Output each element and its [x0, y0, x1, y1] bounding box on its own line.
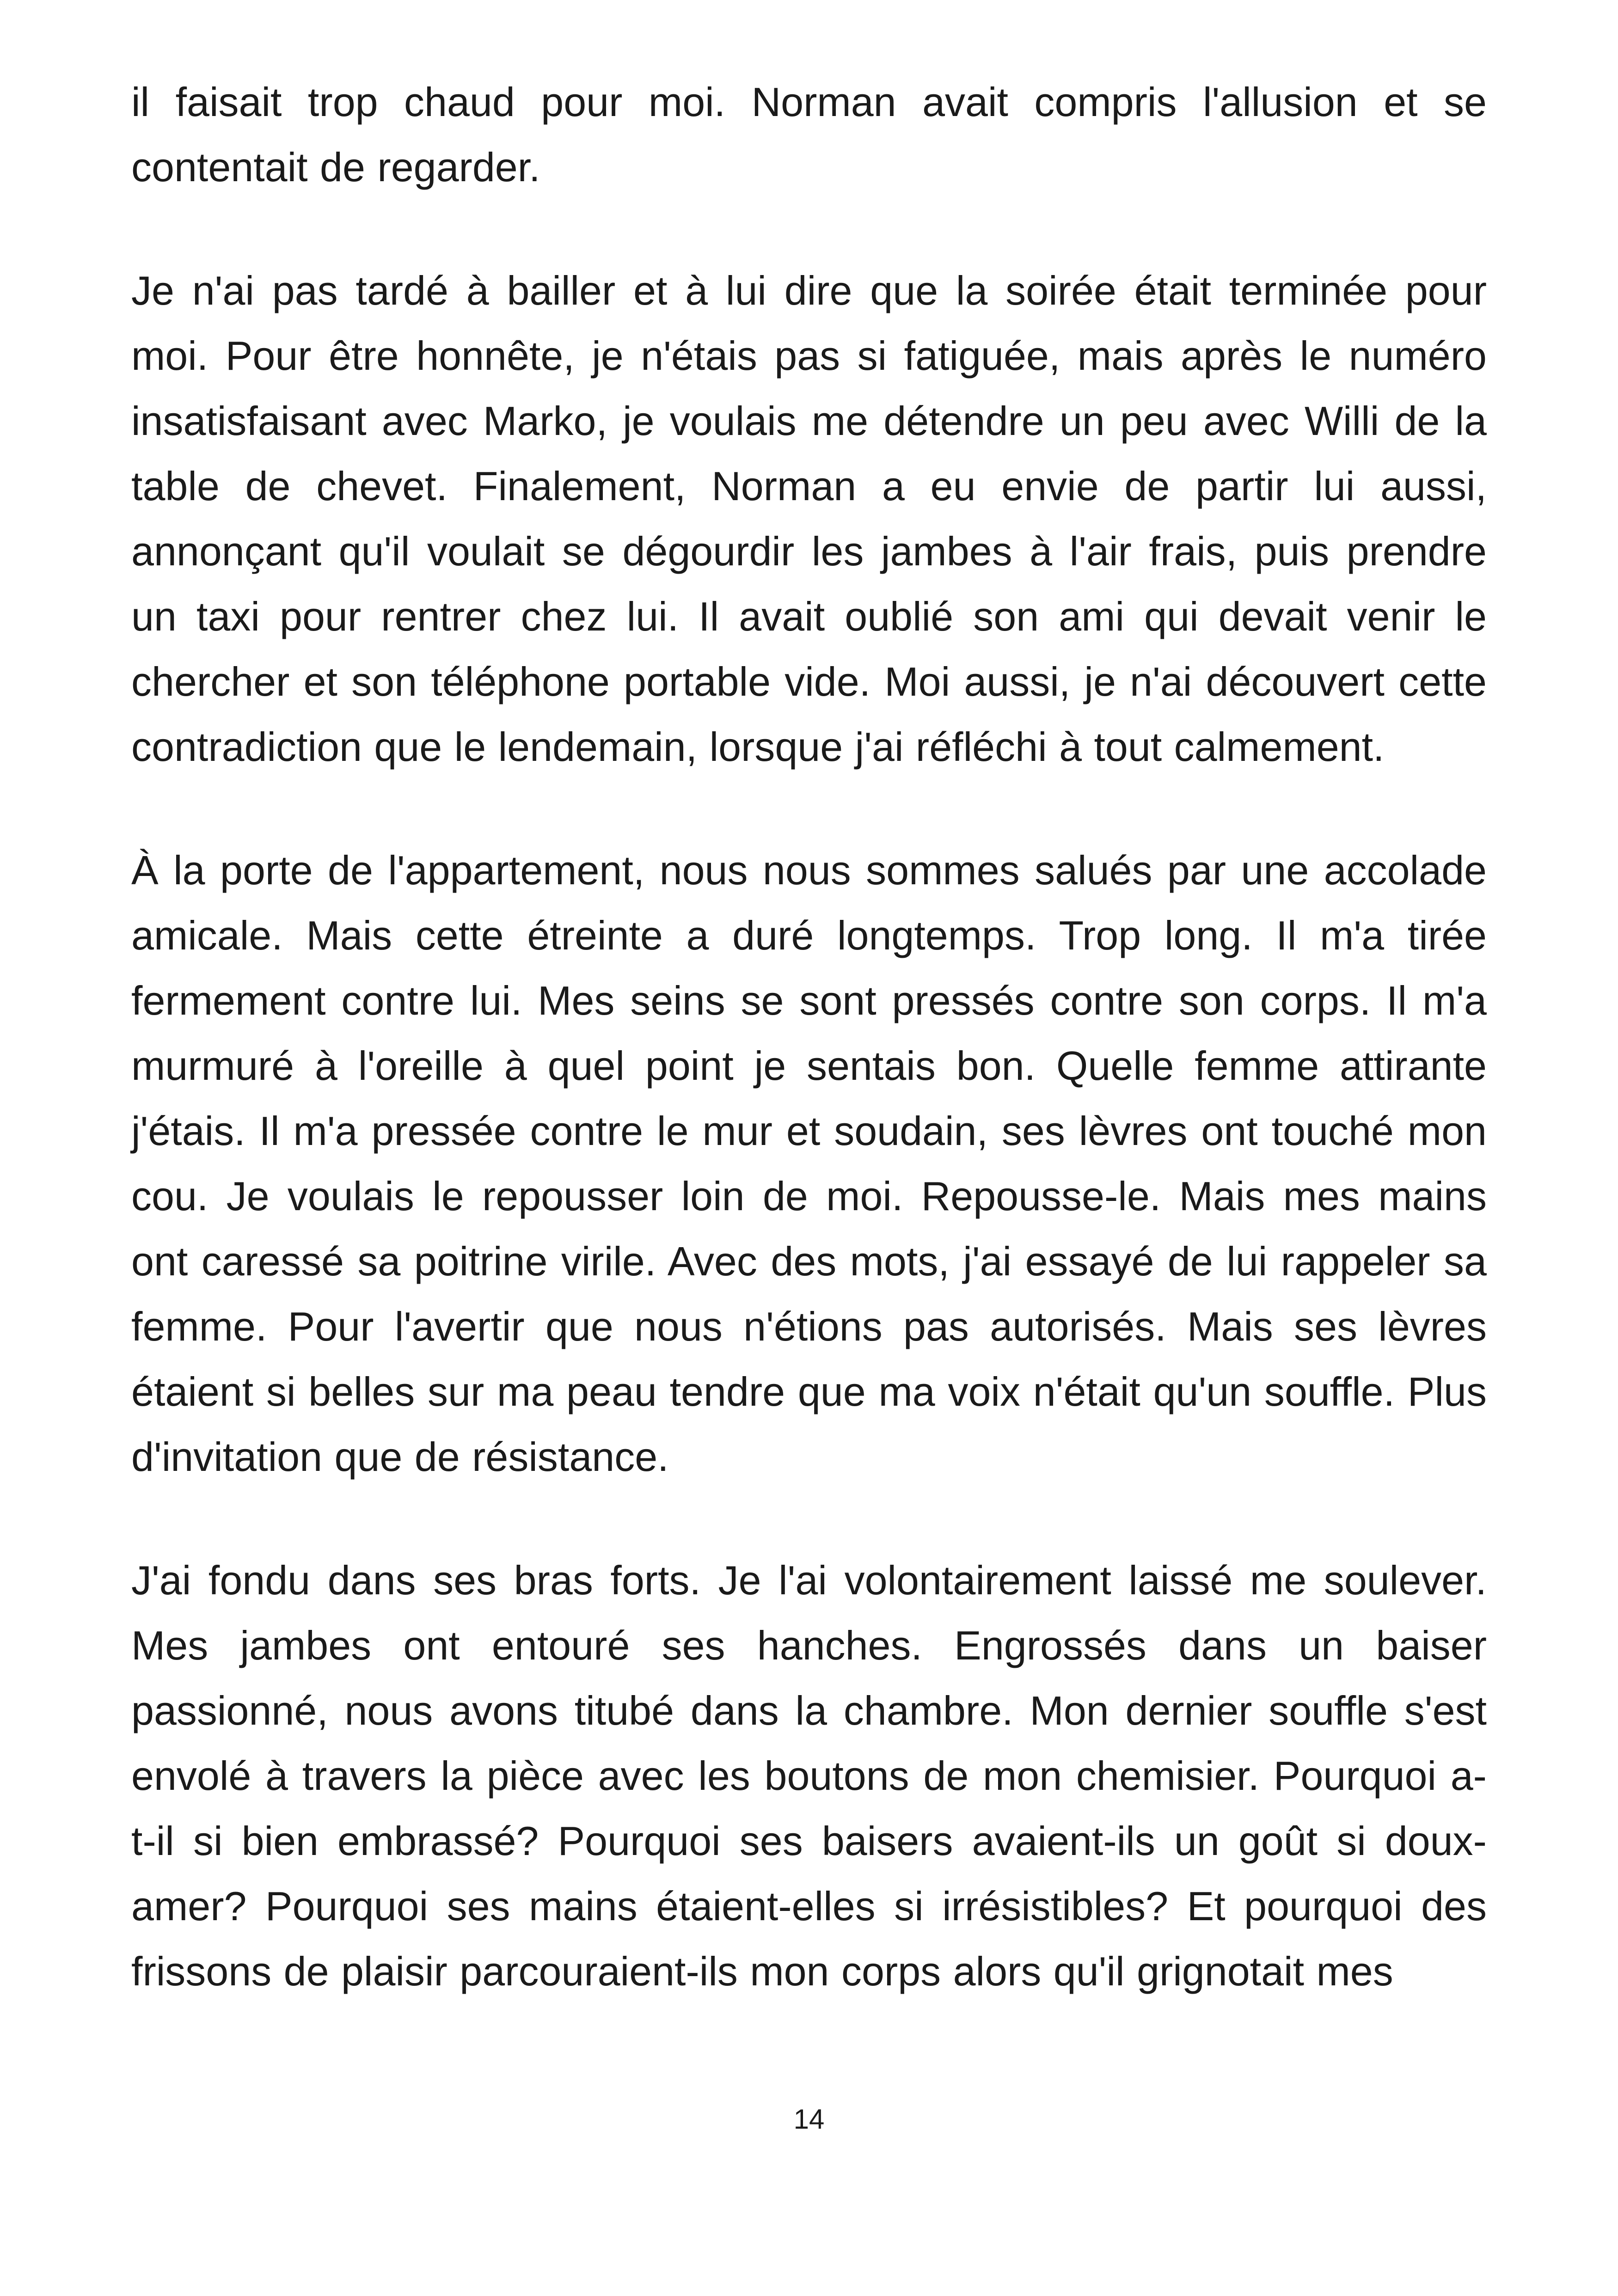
paragraph-1: il faisait trop chaud pour moi. Norman avait compris l'allusion et se contentait de regarder. — [131, 79, 1487, 190]
page-number: 14 — [793, 2104, 825, 2135]
paragraph-3: À la porte de l'appartement, nous nous sommes salués par une accolade amicale. Mais cette étreinte a duré longtemps. Trop long. Il m'a tirée fermement contre lui. Mes seins se sont pressés contre son corps. Il m'a murmuré à l'oreille à quel point je sentais bon. Quelle femme attirante j'étais. Il m'a pressée contre le mur et soudain, ses lèvres ont touché mon cou. Je voulais le repousser loin de moi. Repousse-le. Mais mes mains ont caressé sa poitrine virile. Avec des mots, j'ai essayé de lui rappeler sa femme. Pour l'avertir que nous n'étions pas autorisés. Mais ses lèvres étaient si belles sur ma peau tendre que ma voix n'était qu'un souffle. Plus d'invitation que de résistance. — [131, 847, 1487, 1480]
body-text — [131, 69, 1487, 2004]
paragraph-4: J'ai fondu dans ses bras forts. Je l'ai volontairement laissé me soulever. Mes jambes ont entouré ses hanches. Engrossés dans un baiser passionné, nous avons titubé dans la chambre. Mon dernier souffle s'est envolé à travers la pièce avec les boutons de mon chemisier. Pourquoi a-t-il si bien embrassé? Pourquoi ses baisers avaient-ils un goût si doux-amer? Pourquoi ses mains étaient-elles si irrésistibles? Et pourquoi des frissons de plaisir parcouraient-ils mon corps alors qu'il grignotait mes — [131, 1557, 1487, 1994]
paragraph-2: Je n'ai pas tardé à bailler et à lui dire que la soirée était terminée pour moi. Pour être honnête, je n'étais pas si fatiguée, mais après le numéro insatisfaisant avec Marko, je voulais me détendre un peu avec Willi de la table de chevet. Finalement, Norman a eu envie de partir lui aussi, annonçant qu'il voulait se dégourdir les jambes à l'air frais, puis prendre un taxi pour rentrer chez lui. Il avait oublié son ami qui devait venir le chercher et son téléphone portable vide. Moi aussi, je n'ai découvert cette contradiction que le lendemain, lorsque j'ai réfléchi à tout calmement. — [131, 268, 1487, 770]
